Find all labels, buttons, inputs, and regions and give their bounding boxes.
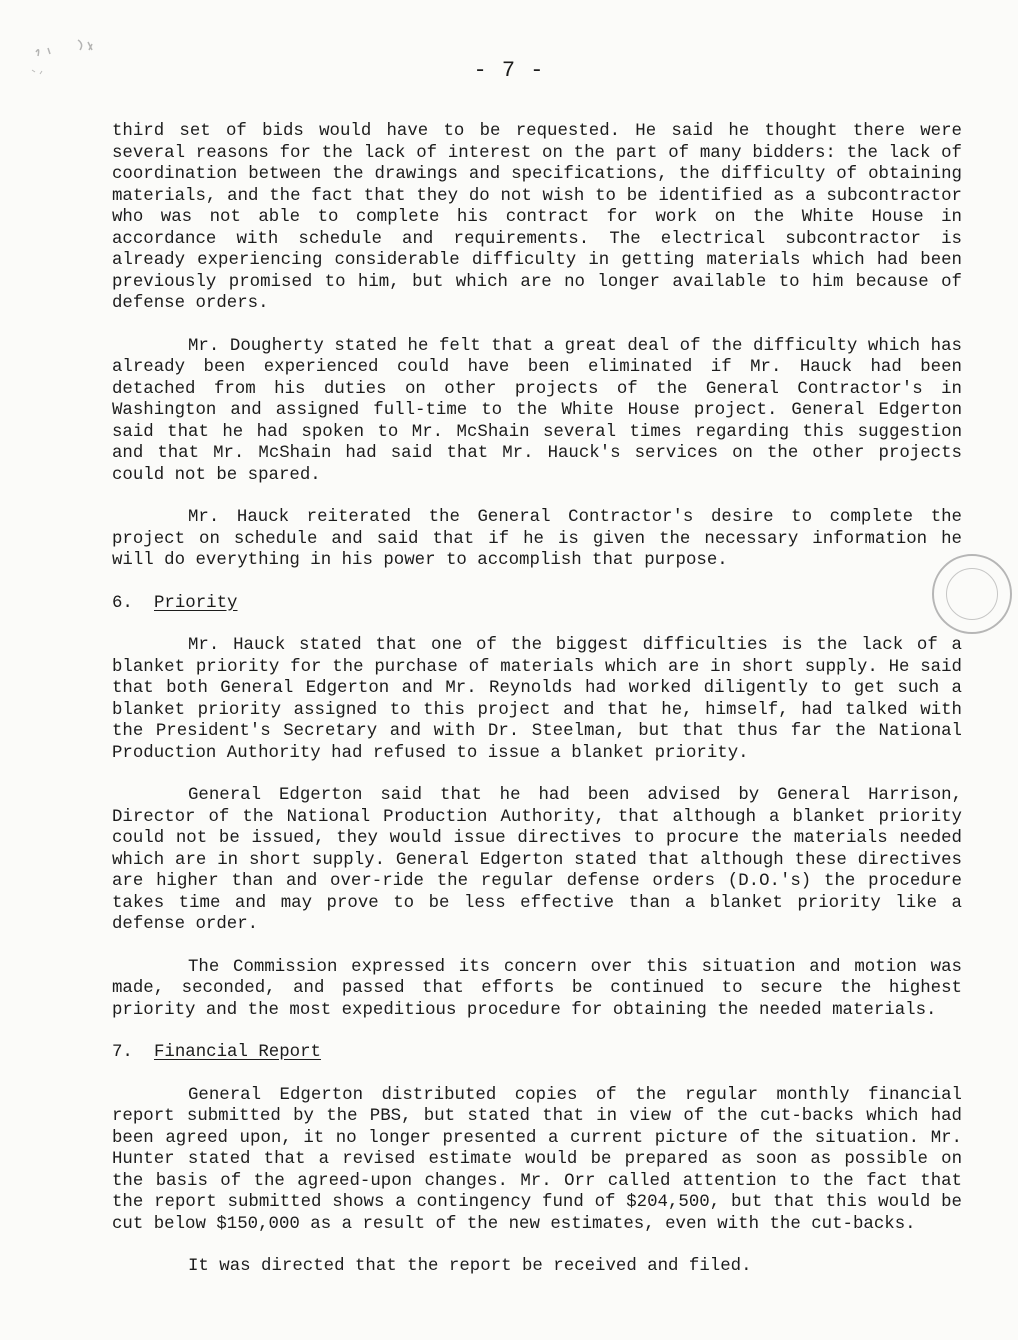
paragraph-dougherty: Mr. Dougherty stated he felt that a great deal of the difficulty which has already been experienced could have been eliminated if Mr. Hauck had been detached from his duties on other projects of the General Contractor's in Washington and assigned full-time to the White House project. General Edgerton said that he had spoken to Mr. McShain several times regarding this suggestion and that Mr. McShain had said that Mr. Hauck's services on the other projects could not be spared. <box>112 336 962 485</box>
paragraph-hauck-reiterated: Mr. Hauck reiterated the General Contractor's desire to complete the project on schedule and said that if he is given the necessary information he will do everything in his power to accomplish that purpose. <box>112 508 962 570</box>
paragraph-financial-1: General Edgerton distributed copies of the regular monthly financial report submitted by the PBS, but stated that in view of the cut-backs which had been agreed upon, it no longer presented a current picture of the situation. Mr. Hunter stated that a revised estimate would be prepared as soon as possible on the basis of the agreed-upon changes. Mr. Orr called attention to the fact that the report submitted shows a contingency fund of $204,500, but that this would be cut below $150,000 as a result of the new estimates, even with the cut-backs. <box>112 1085 962 1234</box>
paragraph-priority-3: The Commission expressed its concern over this situation and motion was made, seconded, and passed that efforts be continued to secure the highest priority and the most expeditious procedure for obtaining the needed materials. <box>112 957 962 1020</box>
document-body <box>112 121 962 1278</box>
paragraph-financial-2: It was directed that the report be received and filed. <box>188 1257 752 1276</box>
section-title: Financial Report <box>154 1043 321 1062</box>
paragraph-priority-1: Mr. Hauck stated that one of the biggest difficulties is the lack of a blanket priority for the purchase of materials which are in short supply. He said that both General Edgerton and Mr. Reynolds had worked diligently to get such a blanket priority assigned to this project and that he, himself, had talked with the President's Secretary and with Dr. Steelman, but that thus far the National Production Authority had refused to issue a blanket priority. <box>112 636 962 763</box>
paragraph-priority-2: General Edgerton said that he had been advised by General Harrison, Director of the National Production Authority, that although a blanket priority could not be issued, they would issue directives to procure the materials needed which are in short supply. General Edgerton stated that although these directives are higher than and over-ride the regular defense orders (D.O.'s) the procedure takes time and may prove to be less effective than a blanket priority like a defense order. <box>112 786 962 934</box>
section-heading-priority <box>112 593 962 615</box>
section-number: 6. <box>112 593 133 613</box>
section-title: Priority <box>154 593 238 613</box>
section-number: 7. <box>112 1043 133 1062</box>
page-number: - 7 - <box>473 58 545 83</box>
section-heading-financial-report <box>112 1042 962 1064</box>
paragraph-continued: third set of bids would have to be requested. He said he thought there were several reasons for the lack of interest on the part of many bidders: the lack of coordination between the drawings and specifications, the difficulty of obtaining materials, and the fact that they do not wish to be identified as a subcontractor who was not able to complete his contract for work on the White House in accordance with schedule and requirements. The electrical subcontractor is already experiencing considerable difficulty in getting materials which had been previously promised to him, but which are no longer available to him because of defense orders. <box>112 122 962 313</box>
